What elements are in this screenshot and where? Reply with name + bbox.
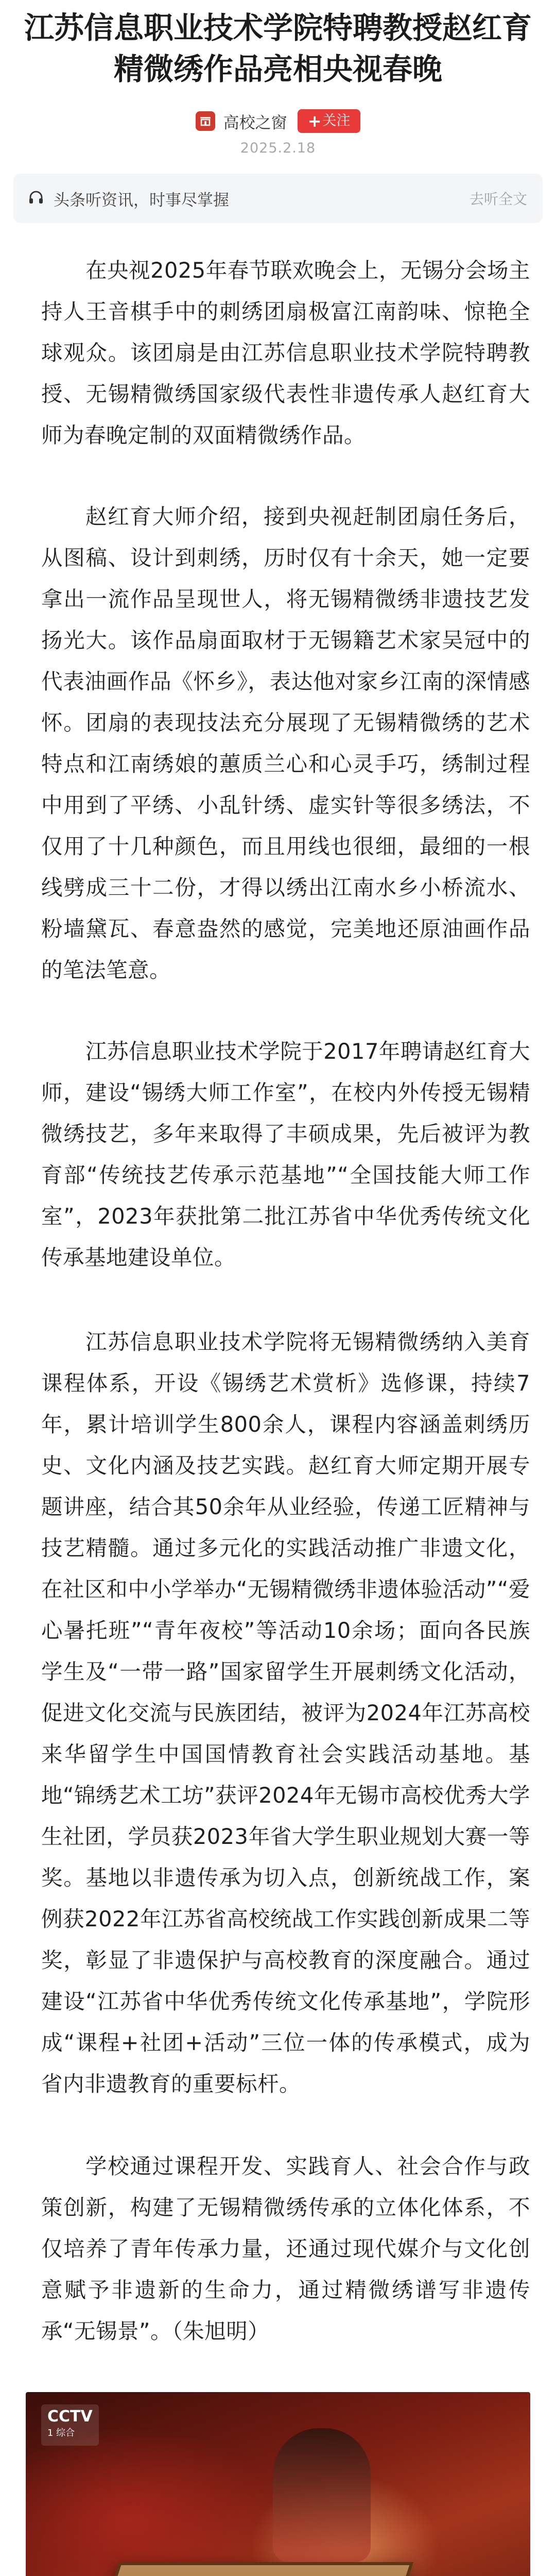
audio-bar-text: 头条听资讯，时事尽掌握	[54, 191, 229, 210]
article-paragraph-2: 赵红育大师介绍，接到央视赶制团扇任务后，从图稿、设计到刺绣，历时仅有十余天，她一定要拿出一流作品呈现世人，将无锡精微绣非遗技艺发扬光大。该作品扇面取材于无锡籍艺术家吴冠中的代表油画作品《怀乡》，表达他对家乡江南的深情感怀。团扇的表现技法充分展现了无锡精微绣的艺术特点和江南绣娘的蕙质兰心和心灵手巧，绣制过程中用到了平绣、小乱针绣、虚实针等很多绣法，不仅用了十几种颜色，而且用线也很细，最细的一根线劈成三十二份，才得以绣出江南水乡小桥流水、粉墙黛瓦、春意盎然的感觉，完美地还原油画作品的笔法笔意。	[41, 504, 530, 982]
plus-icon: +	[307, 111, 322, 131]
photo-embroidery-frame	[87, 2562, 413, 2576]
publish-date: 2025.2.18	[240, 140, 316, 156]
source-logo-icon[interactable]	[196, 111, 215, 131]
cctv-logo	[41, 2404, 99, 2446]
article-photo-1[interactable]	[26, 2392, 530, 2576]
cctv-channel-sub: 1 综合	[47, 2428, 75, 2438]
article-paragraph-4: 江苏信息职业技术学院将无锡精微绣纳入美育课程体系，开设《锡绣艺术赏析》选修课，持续7年，累计培训学生800余人，课程内容涵盖刺绣历史、文化内涵及技艺实践。赵红育大师定期开展专题讲座，结合其50余年从业经验，传递工匠精神与技艺精髓。通过多元化的实践活动推广非遗文化，在社区和中小学举办“无锡精微绣非遗体验活动”“爱心暑托班”“青年夜校”等活动10余场；面向各民族学生及“一带一路”国家留学生开展刺绣文化活动，促进文化交流与民族团结，被评为2024年江苏高校来华留学生中国国情教育社会实践活动基地。基地“锦绣艺术工坊”获评2024年无锡市高校优秀大学生社团，学员获2023年省大学生职业规划大赛一等奖。基地以非遗传承为切入点，创新统战工作，案例获2022年江苏省高校统战工作实践创新成果二等奖，彰显了非遗保护与高校教育的深度融合。通过建设“江苏省中华优秀传统文化传承基地”，学院形成“课程+社团+活动”三位一体的传承模式，成为省内非遗教育的重要标杆。	[41, 1329, 530, 2096]
cctv-logo-text: CCTV	[47, 2408, 93, 2426]
headphones-icon	[28, 189, 44, 208]
article-paragraph-3: 江苏信息职业技术学院于2017年聘请赵红育大师，建设“锡绣大师工作室”，在校内外传授无锡精微绣技艺，多年来取得了丰硕成果，先后被评为教育部“传统技艺传承示范基地”“全国技能大师工作室”，2023年获批第二批江苏省中华优秀传统文化传承基地建设单位。	[41, 1039, 530, 1270]
article-meta	[0, 109, 556, 133]
source-logo-glyph	[199, 114, 212, 128]
source-name[interactable]: 高校之窗	[223, 113, 287, 132]
follow-button[interactable]	[298, 109, 361, 133]
article-title: 江苏信息职业技术学院特聘教授赵红育精微绣作品亮相央视春晚	[24, 10, 532, 87]
article-paragraph-5: 学校通过课程开发、实践育人、社会合作与政策创新，构建了无锡精微绣传承的立体化体系，不仅培养了青年传承力量，还通过现代媒介与文化创意赋予非遗新的生命力，通过精微绣谱写非遗传承“无锡景”。（朱旭明）	[41, 2154, 530, 2344]
article-paragraph-1: 在央视2025年春节联欢晚会上，无锡分会场主持人王音棋手中的刺绣团扇极富江南韵味、惊艳全球观众。该团扇是由江苏信息职业技术学院特聘教授、无锡精微绣国家级代表性非遗传承人赵红育大师为春晚定制的双面精微绣作品。	[41, 258, 530, 448]
audio-listen-bar[interactable]	[13, 174, 543, 223]
follow-label: 关注	[322, 113, 351, 129]
listen-full-link[interactable]: 去听全文	[469, 191, 527, 208]
photo-person	[273, 2428, 371, 2562]
